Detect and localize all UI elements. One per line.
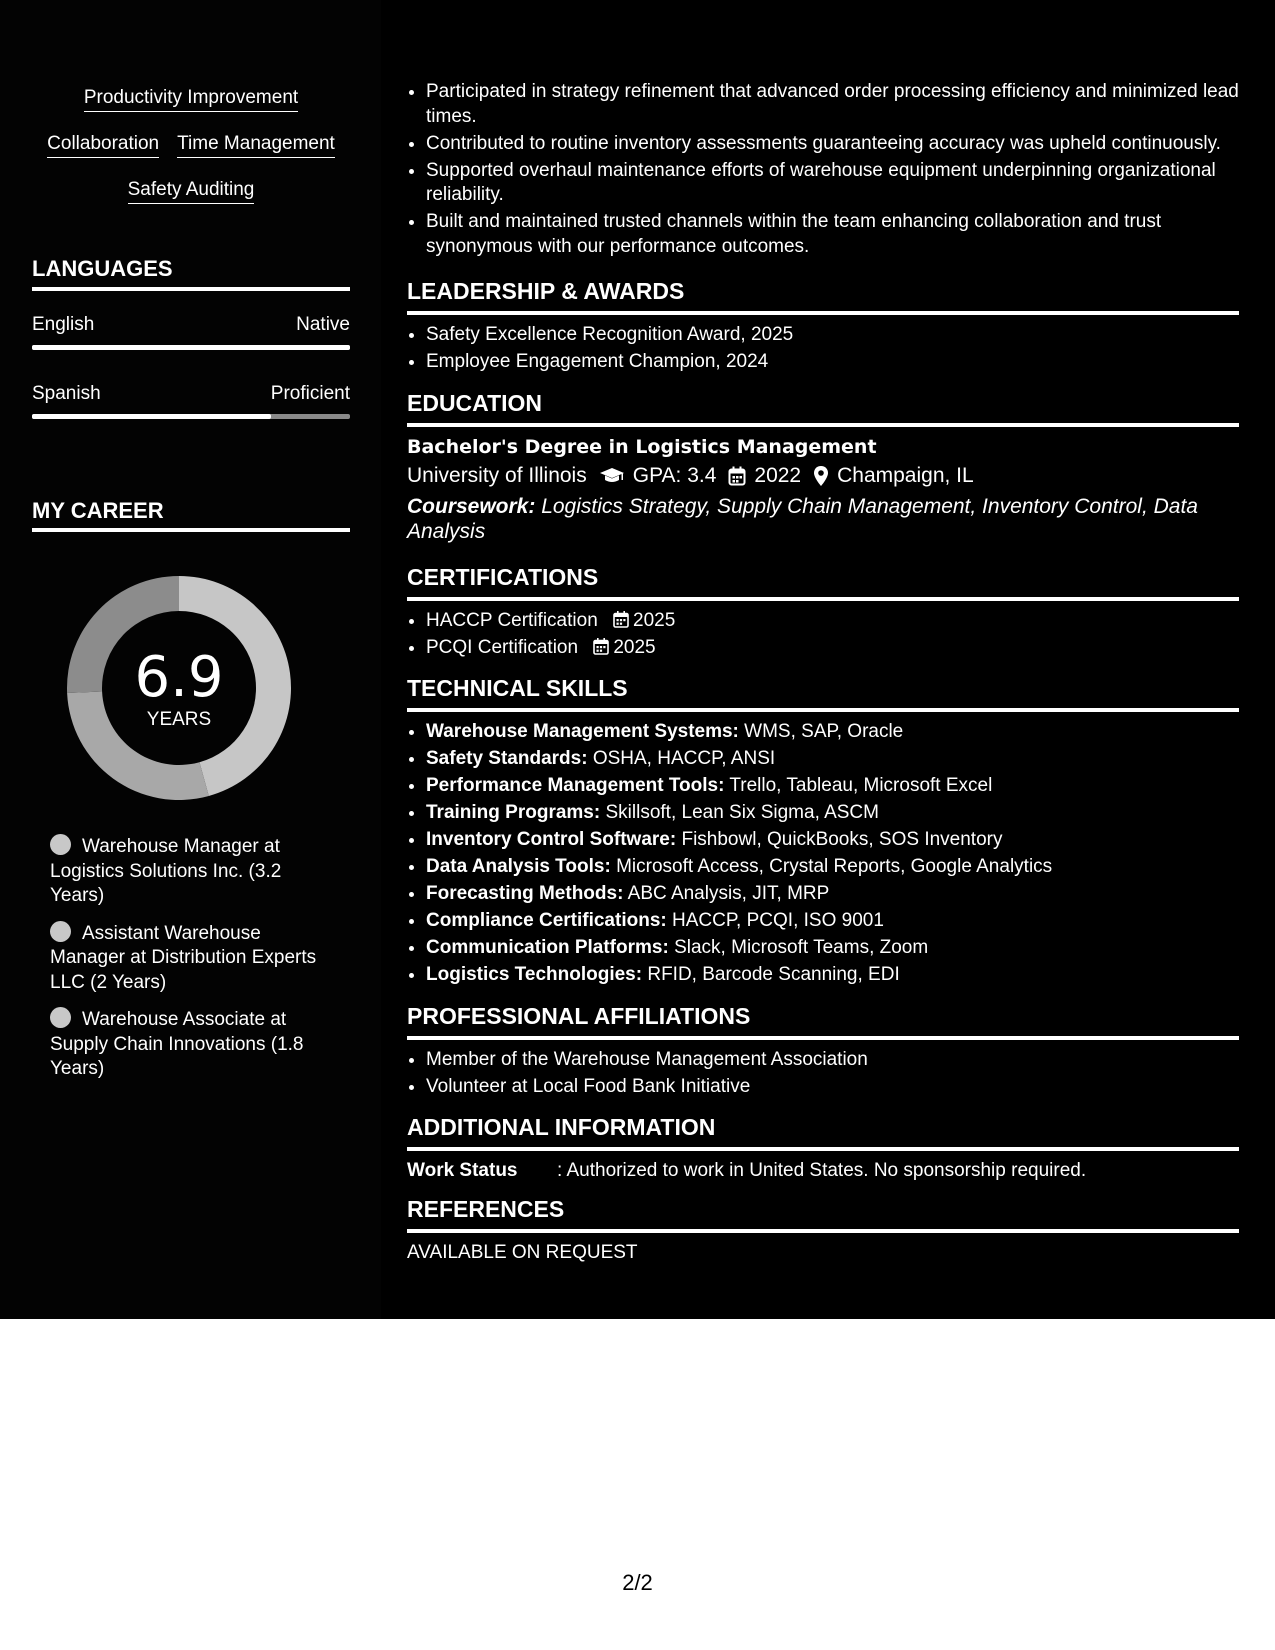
work-status-value: : Authorized to work in United States. No sponsorship required. (557, 1160, 1087, 1181)
language-name: English (32, 314, 95, 335)
list-item (426, 909, 1239, 934)
main-column (381, 0, 1275, 1319)
skill-label: Performance Management Tools: (426, 775, 725, 796)
section-rule (407, 708, 1239, 712)
page-number: 2/2 (622, 1570, 653, 1595)
section-heading: TECHNICAL SKILLS (407, 675, 628, 701)
skill-value: RFID, Barcode Scanning, EDI (647, 964, 900, 985)
gpa: GPA: 3.4 (632, 464, 717, 487)
career-years-unit: YEARS (146, 709, 212, 730)
graduation-cap-icon (599, 467, 625, 485)
list-item (426, 936, 1239, 961)
certification-name: HACCP Certification (426, 610, 598, 631)
certifications-section (407, 563, 1239, 663)
languages-heading: LANGUAGES (32, 256, 173, 281)
additional-info-section (407, 1113, 1239, 1184)
list-item: • Built and maintained trusted channels within the team enhancing collaboration and trust synonymous with our performance outcomes. (426, 210, 1239, 259)
section-rule (407, 597, 1239, 601)
calendar-icon (728, 466, 746, 486)
work-status-label: Work Status (407, 1160, 518, 1181)
skill-label: Safety Standards: (426, 748, 588, 769)
career-item (50, 1007, 340, 1082)
education-location: Champaign, IL (837, 464, 974, 487)
career-item (50, 921, 340, 996)
section-rule (407, 1147, 1239, 1151)
skill-tag: Collaboration (47, 132, 159, 158)
skill-label: Compliance Certifications: (426, 910, 667, 931)
language-level: Proficient (270, 383, 350, 404)
section-heading: REFERENCES (407, 1196, 565, 1222)
list-item (426, 882, 1239, 907)
list-item: • Contributed to routine inventory assessments guaranteeing accuracy was upheld continuously. (426, 132, 1239, 157)
section-heading: CERTIFICATIONS (407, 564, 599, 590)
career-item-text: Assistant Warehouse Manager at Distribution Experts LLC (2 Years) (50, 922, 317, 993)
skill-tag-row (32, 178, 350, 204)
career-rule (32, 528, 350, 532)
section-rule (407, 1036, 1239, 1040)
skill-value: Slack, Microsoft Teams, Zoom (674, 937, 929, 958)
list-item: • Participated in strategy refinement that advanced order processing efficiency and minimized lead times. (426, 80, 1239, 129)
section-rule (407, 1229, 1239, 1233)
career-dot (50, 834, 71, 855)
language-level: Native (296, 314, 350, 335)
skill-value: Skillsoft, Lean Six Sigma, ASCM (605, 802, 879, 823)
coursework-label: Coursework: (407, 495, 536, 518)
calendar-icon (593, 638, 609, 655)
career-total-years: 6.9 (134, 645, 224, 710)
language-bar (32, 414, 350, 419)
references-text: AVAILABLE ON REQUEST (407, 1242, 638, 1263)
skill-value: OSHA, HACCP, ANSI (592, 748, 776, 769)
skill-value: HACCP, PCQI, ISO 9001 (672, 910, 884, 931)
list-item: • Volunteer at Local Food Bank Initiative (426, 1075, 1239, 1100)
list-item (426, 720, 1239, 745)
list-item (426, 855, 1239, 880)
languages-rule (32, 287, 350, 291)
language-item (32, 313, 350, 350)
list-item (426, 774, 1239, 799)
skill-tags (32, 86, 350, 224)
skill-tag-row (32, 132, 350, 158)
technical-skills-list (407, 720, 1239, 988)
career-item-text: Warehouse Associate at Supply Chain Innovations (1.8 Years) (50, 1009, 304, 1079)
degree-title: Bachelor's Degree in Logistics Management (407, 436, 877, 458)
skill-value: Microsoft Access, Crystal Reports, Google Analytics (616, 856, 1053, 877)
list-item: • Member of the Warehouse Management Association (426, 1048, 1239, 1073)
skill-label: Communication Platforms: (426, 937, 669, 958)
leadership-section (407, 277, 1239, 377)
location-pin-icon (813, 465, 829, 487)
language-name: Spanish (32, 383, 101, 404)
education-section (407, 389, 1239, 544)
certification-name: PCQI Certification (426, 637, 579, 658)
skill-tag: Productivity Improvement (84, 86, 298, 112)
coursework (407, 494, 1239, 544)
list-item: • Safety Excellence Recognition Award, 2025 (426, 323, 1239, 348)
certification-year: 2025 (633, 610, 676, 631)
experience-bullets (407, 80, 1239, 259)
skill-label: Warehouse Management Systems: (426, 721, 739, 742)
career-heading: MY CAREER (32, 498, 164, 523)
section-heading: EDUCATION (407, 390, 543, 416)
career-dot (50, 921, 71, 942)
affiliations-section (407, 1002, 1239, 1102)
career-list (50, 834, 340, 1094)
skill-label: Training Programs: (426, 802, 601, 823)
language-item (32, 382, 350, 419)
experience-section (407, 80, 1239, 262)
skill-tag: Safety Auditing (128, 178, 255, 204)
list-item (426, 747, 1239, 772)
certifications-list (407, 609, 1239, 661)
sidebar (0, 0, 381, 1319)
skill-tag-row (32, 86, 350, 112)
list-item (426, 963, 1239, 988)
list-item (426, 636, 1239, 661)
skill-label: Data Analysis Tools: (426, 856, 611, 877)
skill-label: Inventory Control Software: (426, 829, 677, 850)
graduation-year: 2022 (754, 464, 802, 487)
calendar-icon (613, 611, 629, 628)
affiliations-list (407, 1048, 1239, 1100)
skill-value: Trello, Tableau, Microsoft Excel (729, 775, 993, 796)
language-bar-fill (32, 414, 271, 419)
career-dot (50, 1007, 71, 1028)
work-status (407, 1158, 1239, 1184)
list-item: • Supported overhaul maintenance efforts of warehouse equipment underpinning organizational reliability. (426, 159, 1239, 208)
education-meta (407, 461, 1239, 491)
list-item (426, 828, 1239, 853)
section-heading: LEADERSHIP & AWARDS (407, 278, 685, 304)
coursework-list: Logistics Strategy, Supply Chain Management, Inventory Control, Data Analysis (407, 495, 1198, 543)
career-item (50, 834, 340, 909)
skill-value: ABC Analysis, JIT, MRP (627, 883, 830, 904)
section-heading: ADDITIONAL INFORMATION (407, 1114, 716, 1140)
language-bar (32, 345, 350, 350)
leadership-list (407, 323, 1239, 375)
section-rule (407, 311, 1239, 315)
school-name: University of Illinois (407, 464, 587, 487)
list-item: • Employee Engagement Champion, 2024 (426, 350, 1239, 375)
career-item-text: Warehouse Manager at Logistics Solutions Inc. (3.2 Years) (50, 836, 282, 906)
list-item (426, 801, 1239, 826)
skill-value: Fishbowl, QuickBooks, SOS Inventory (681, 829, 1003, 850)
section-heading: PROFESSIONAL AFFILIATIONS (407, 1003, 751, 1029)
technical-skills-section (407, 674, 1239, 990)
skill-tag: Time Management (177, 132, 335, 158)
section-rule (407, 423, 1239, 427)
skill-label: Forecasting Methods: (426, 883, 624, 904)
references-section (407, 1195, 1239, 1266)
skill-label: Logistics Technologies: (426, 964, 643, 985)
language-bar-fill (32, 345, 350, 350)
skill-value: WMS, SAP, Oracle (744, 721, 904, 742)
certification-year: 2025 (613, 637, 656, 658)
list-item (426, 609, 1239, 634)
